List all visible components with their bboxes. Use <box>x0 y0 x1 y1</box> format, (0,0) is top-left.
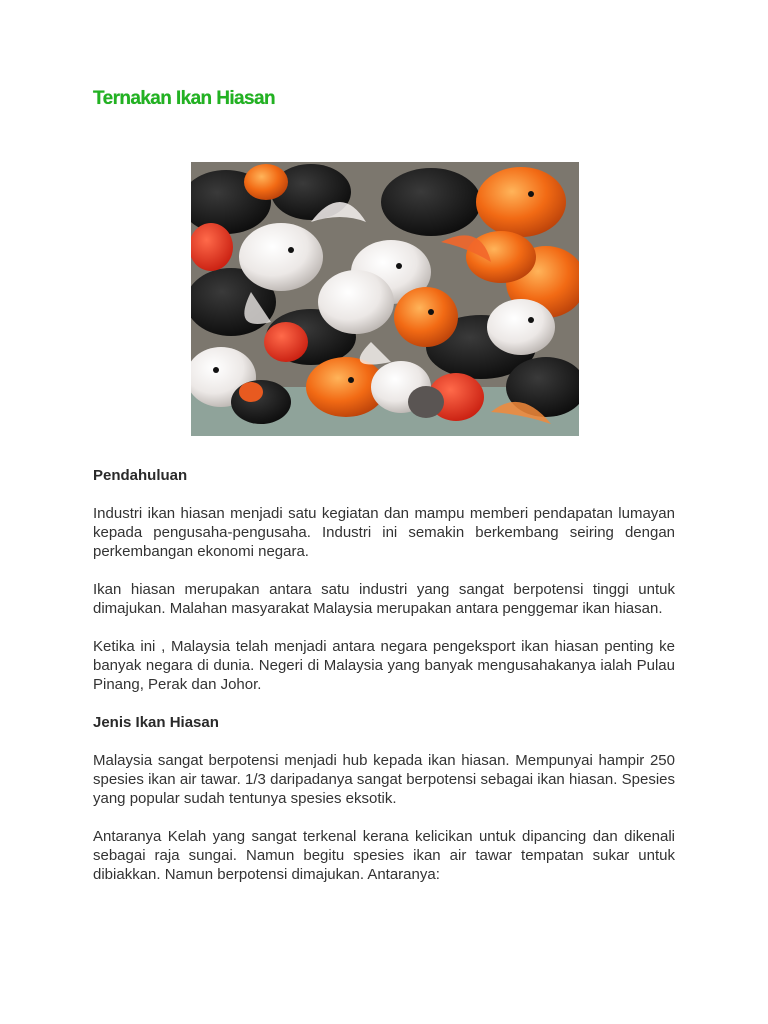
goldfish-photo <box>191 162 579 436</box>
paragraph: Ikan hiasan merupakan antara satu industri yang sangat berpotensi tinggi untuk dimajukan. Malahan masyarakat Malaysia merupakan antara penggemar ikan hiasan. <box>93 581 675 617</box>
document-body <box>93 466 675 903</box>
paragraph: Industri ikan hiasan menjadi satu kegiatan dan mampu memberi pendapatan lumayan kepada pengusaha-pengusaha. Industri ini semakin berkembang seiring dengan perkembangan ekonomi negara. <box>93 505 675 560</box>
paragraph: Ketika ini , Malaysia telah menjadi antara negara pengeksport ikan hiasan penting ke banyak negara di dunia. Negeri di Malaysia yang banyak mengusahakanya ialah Pulau Pinang, Perak dan Johor. <box>93 638 675 693</box>
section-heading-jenis-ikan-hiasan: Jenis Ikan Hiasan <box>93 714 219 731</box>
section-heading-pendahuluan: Pendahuluan <box>93 467 188 484</box>
paragraph: Antaranya Kelah yang sangat terkenal kerana kelicikan untuk dipancing dan dikenali sebagai raja sungai. Namun begitu spesies ikan air tawar tempatan sukar untuk dibiakkan. Namun berpotensi dimajukan. Antaranya: <box>93 828 675 883</box>
document-title: Ternakan Ikan Hiasan <box>93 88 275 109</box>
paragraph: Malaysia sangat berpotensi menjadi hub kepada ikan hiasan. Mempunyai hampir 250 spesies ikan air tawar. 1/3 daripadanya sangat berpotensi sebagai ikan hiasan. Spesies yang popular sudah tentunya spesies eksotik. <box>93 752 675 807</box>
